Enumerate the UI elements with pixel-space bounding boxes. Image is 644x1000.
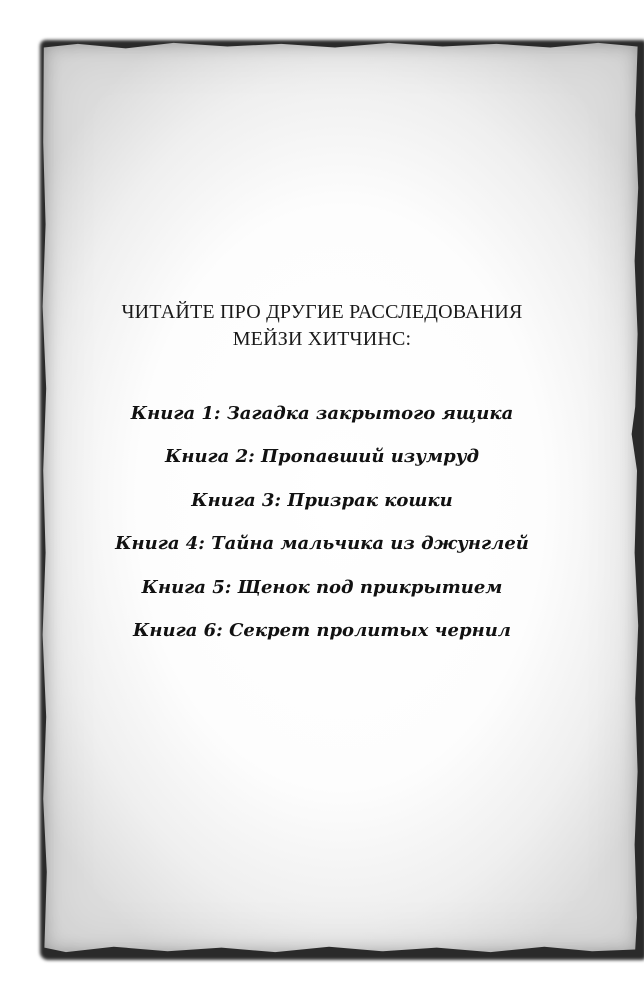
book-item-5: Книга 5: Щенок под прикрытием xyxy=(141,576,503,598)
heading-line-1: ЧИТАЙТЕ ПРО ДРУГИЕ РАССЛЕДОВАНИЯ xyxy=(121,301,523,323)
heading-line-2: МЕЙЗИ ХИТЧИНС: xyxy=(232,328,412,350)
book-item-2: Книга 2: Пропавший изумруд xyxy=(164,446,480,468)
book-item-3: Книга 3: Призрак кошки xyxy=(191,489,453,511)
book-item-6: Книга 6: Секрет пролитых чернил xyxy=(133,619,511,641)
book-item-4: Книга 4: Тайна мальчика из джунглей xyxy=(115,533,529,555)
book-item-1: Книга 1: Загадка закрытого ящика xyxy=(130,403,514,424)
book-list xyxy=(0,392,644,652)
